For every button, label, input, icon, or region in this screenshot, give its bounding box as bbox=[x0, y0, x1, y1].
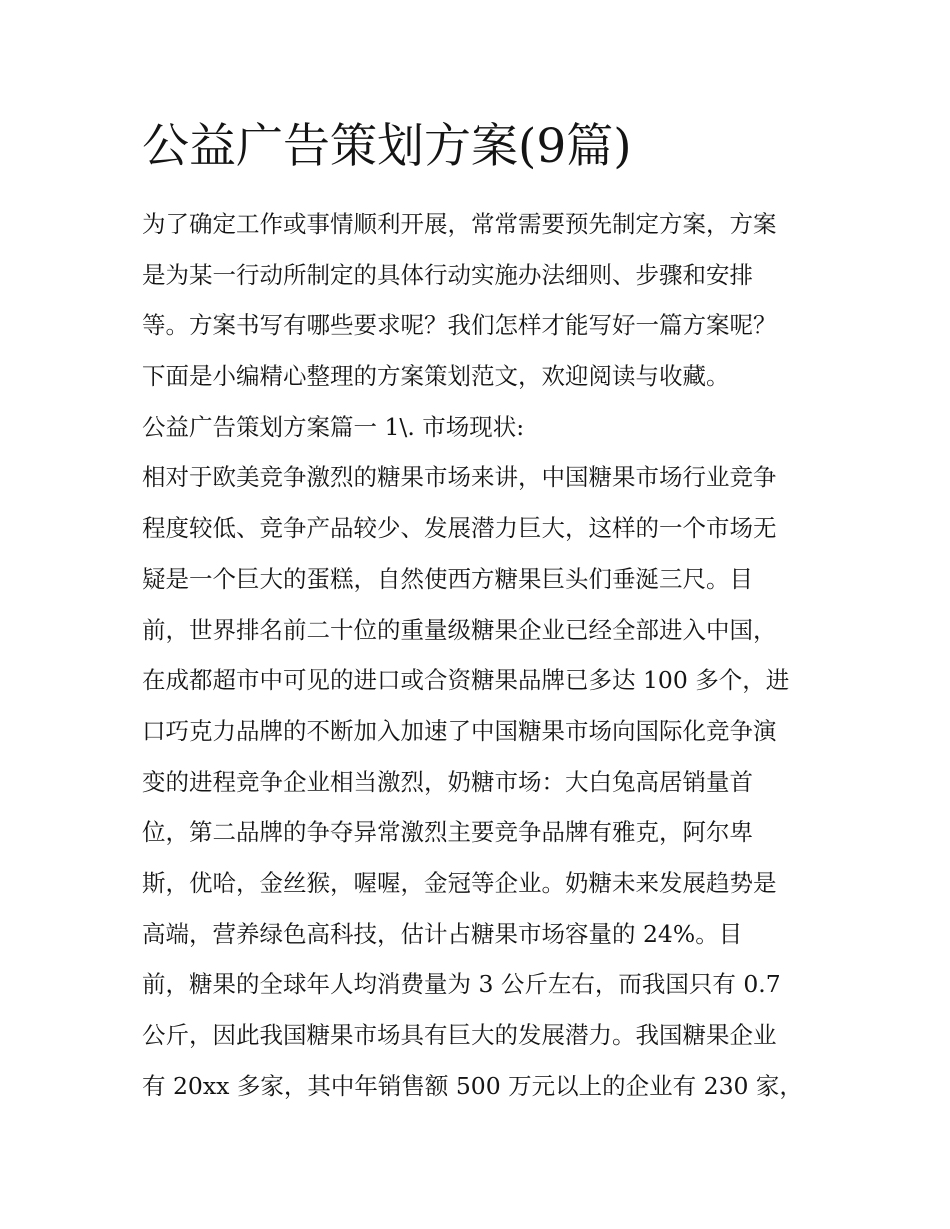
body-line: 口巧克力品牌的不断加入加速了中国糖果市场向国际化竞争演 bbox=[142, 716, 777, 745]
body-line: 为了确定工作或事情顺利开展，常常需要预先制定方案，方案 bbox=[142, 210, 777, 238]
body-line: 斯，优哈，金丝猴，喔喔，金冠等企业。奶糖未来发展趋势是 bbox=[142, 868, 777, 897]
section-heading-line: 公益广告策划方案篇一 1\. 市场现状: bbox=[142, 412, 525, 441]
body-line: 高端，营养绿色高科技，估计占糖果市场容量的 24%。目 bbox=[142, 919, 743, 948]
body-line: 是为某一行动所制定的具体行动实施办法细则、步骤和安排 bbox=[142, 260, 753, 289]
body-line: 有 20xx 多家，其中年销售额 500 万元以上的企业有 230 家， bbox=[142, 1071, 803, 1100]
body-line: 程度较低、竞争产品较少、发展潜力巨大，这样的一个市场无 bbox=[142, 514, 777, 543]
body-line: 等。方案书写有哪些要求呢？我们怎样才能写好一篇方案呢？ bbox=[142, 311, 777, 340]
document-title: 公益广告策划方案(9篇) bbox=[142, 119, 632, 174]
body-line: 相对于欧美竞争激烈的糖果市场来讲，中国糖果市场行业竞争 bbox=[142, 463, 777, 492]
body-line: 公斤，因此我国糖果市场具有巨大的发展潜力。我国糖果企业 bbox=[142, 1021, 777, 1049]
body-line: 位，第二品牌的争夺异常激烈主要竞争品牌有雅克，阿尔卑 bbox=[142, 818, 753, 847]
body-line: 疑是一个巨大的蛋糕，自然使西方糖果巨头们垂涎三尺。目 bbox=[142, 564, 753, 593]
body-line: 前，糖果的全球年人均消费量为 3 公斤左右，而我国只有 0.7 bbox=[142, 970, 781, 999]
body-line: 前，世界排名前二十位的重量级糖果企业已经全部进入中国， bbox=[142, 615, 777, 644]
document-body bbox=[142, 199, 822, 1111]
body-line: 变的进程竞争企业相当激烈，奶糖市场：大白兔高居销量首 bbox=[142, 767, 753, 796]
body-line: 下面是小编精心整理的方案策划范文，欢迎阅读与收藏。 bbox=[142, 362, 730, 391]
body-line: 在成都超市中可见的进口或合资糖果品牌已多达 100 多个，进 bbox=[142, 666, 790, 695]
